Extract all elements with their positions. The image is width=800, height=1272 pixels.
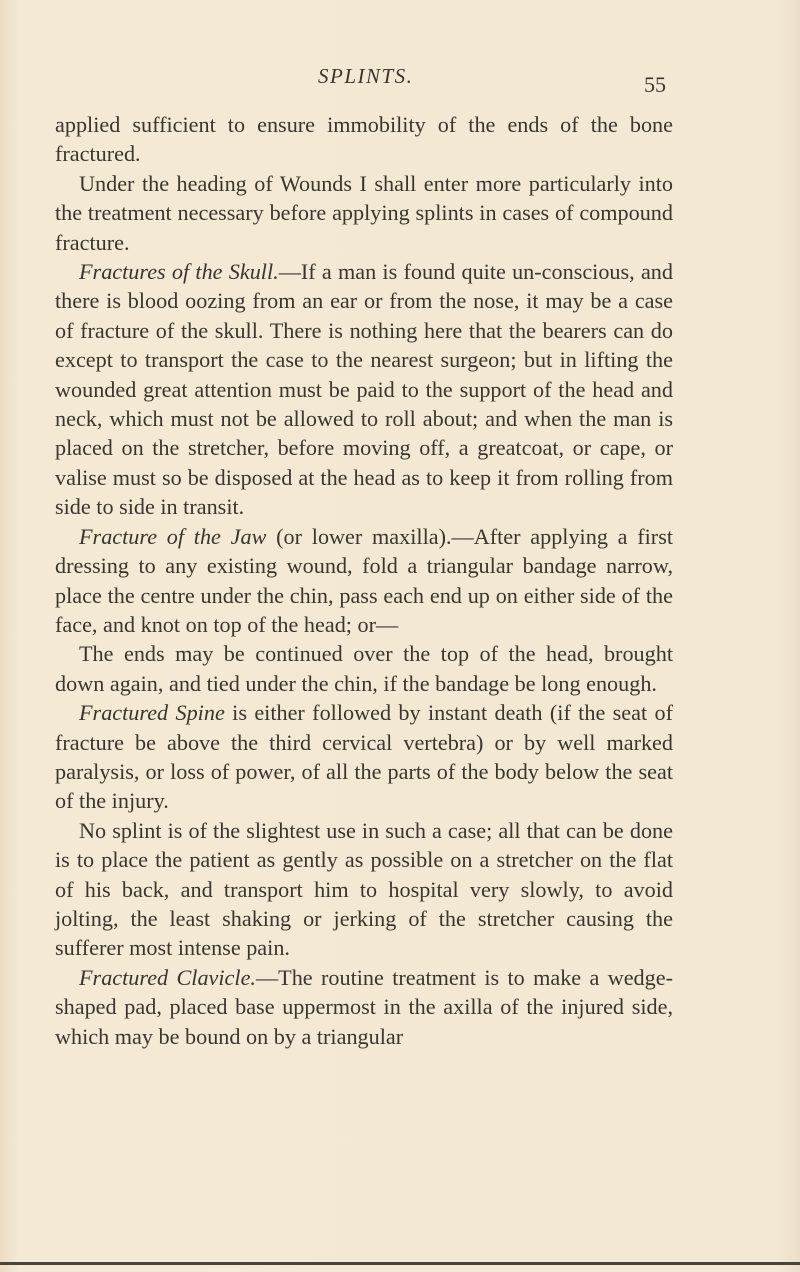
paragraph-text: (or lower maxilla).—After applying a first dressing to any existing wound, fold a triangular bandage narrow, place the centre under the chin, pass each end up on either side of the face, and knot on top of the head; or— xyxy=(55,523,673,637)
paragraph-text: —The routine treatment is to make a wedge-shaped pad, placed base uppermost in the axilla of the injured side, which may be bound on by a triangular xyxy=(55,964,673,1049)
paragraph-fractures-skull xyxy=(55,257,673,522)
paragraph-text: applied sufficient to ensure immobility of the ends of the bone fractured. xyxy=(55,112,673,167)
section-heading: Fracture of the Jaw xyxy=(79,523,267,549)
section-heading: Fractured Spine xyxy=(79,700,225,726)
paragraph-text: is either followed by instant death (if the seat of fracture be above the third cervical vertebra) or by well marked paralysis, or loss of power, of all the parts of the body below the seat of the injury. xyxy=(55,700,673,814)
paragraph-fractured-clavicle xyxy=(55,963,673,1051)
paragraph-continuation xyxy=(55,110,673,169)
paragraph-fracture-jaw xyxy=(55,522,673,640)
paragraph-text: —If a man is found quite un-conscious, and there is blood oozing from an ear or from the nose, it may be a case of fracture of the skull. There is nothing here that the bearers can do except to transport the case to the nearest surgeon; but in lifting the wounded great attention must be paid to the support of the head and neck, which must not be allowed to roll about; and when the man is placed on the stretcher, before moving off, a greatcoat, or cape, or valise must so be disposed at the head as to keep it from rolling from side to side in transit. xyxy=(55,259,673,520)
paragraph-spine-treatment xyxy=(55,816,673,963)
page-edge-rule xyxy=(0,1262,800,1265)
running-title: SPLINTS. xyxy=(318,64,414,88)
paragraph-jaw-alternative xyxy=(55,639,673,698)
section-heading: Fractured Clavicle. xyxy=(79,964,256,990)
page-number: 55 xyxy=(644,72,666,97)
paragraph-text: No splint is of the slightest use in such a case; all that can be done is to place the patient as gently as possible on a stretcher on the flat of his back, and transport him to hospital very slowly, to avoid jolting, the least shaking or jerking of the stretcher causing the sufferer most intense pain. xyxy=(55,817,673,961)
running-head xyxy=(0,64,800,97)
paragraph-text: Under the heading of Wounds I shall enter more particularly into the treatment necessary before applying splints in cases of compound fracture. xyxy=(55,170,673,255)
paragraph-wounds-note xyxy=(55,169,673,257)
paragraph-text: The ends may be continued over the top of the head, brought down again, and tied under the chin, if the bandage be long enough. xyxy=(55,641,673,696)
body-text xyxy=(55,110,673,1051)
section-heading: Fractures of the Skull. xyxy=(79,259,279,285)
paragraph-fractured-spine xyxy=(55,698,673,816)
